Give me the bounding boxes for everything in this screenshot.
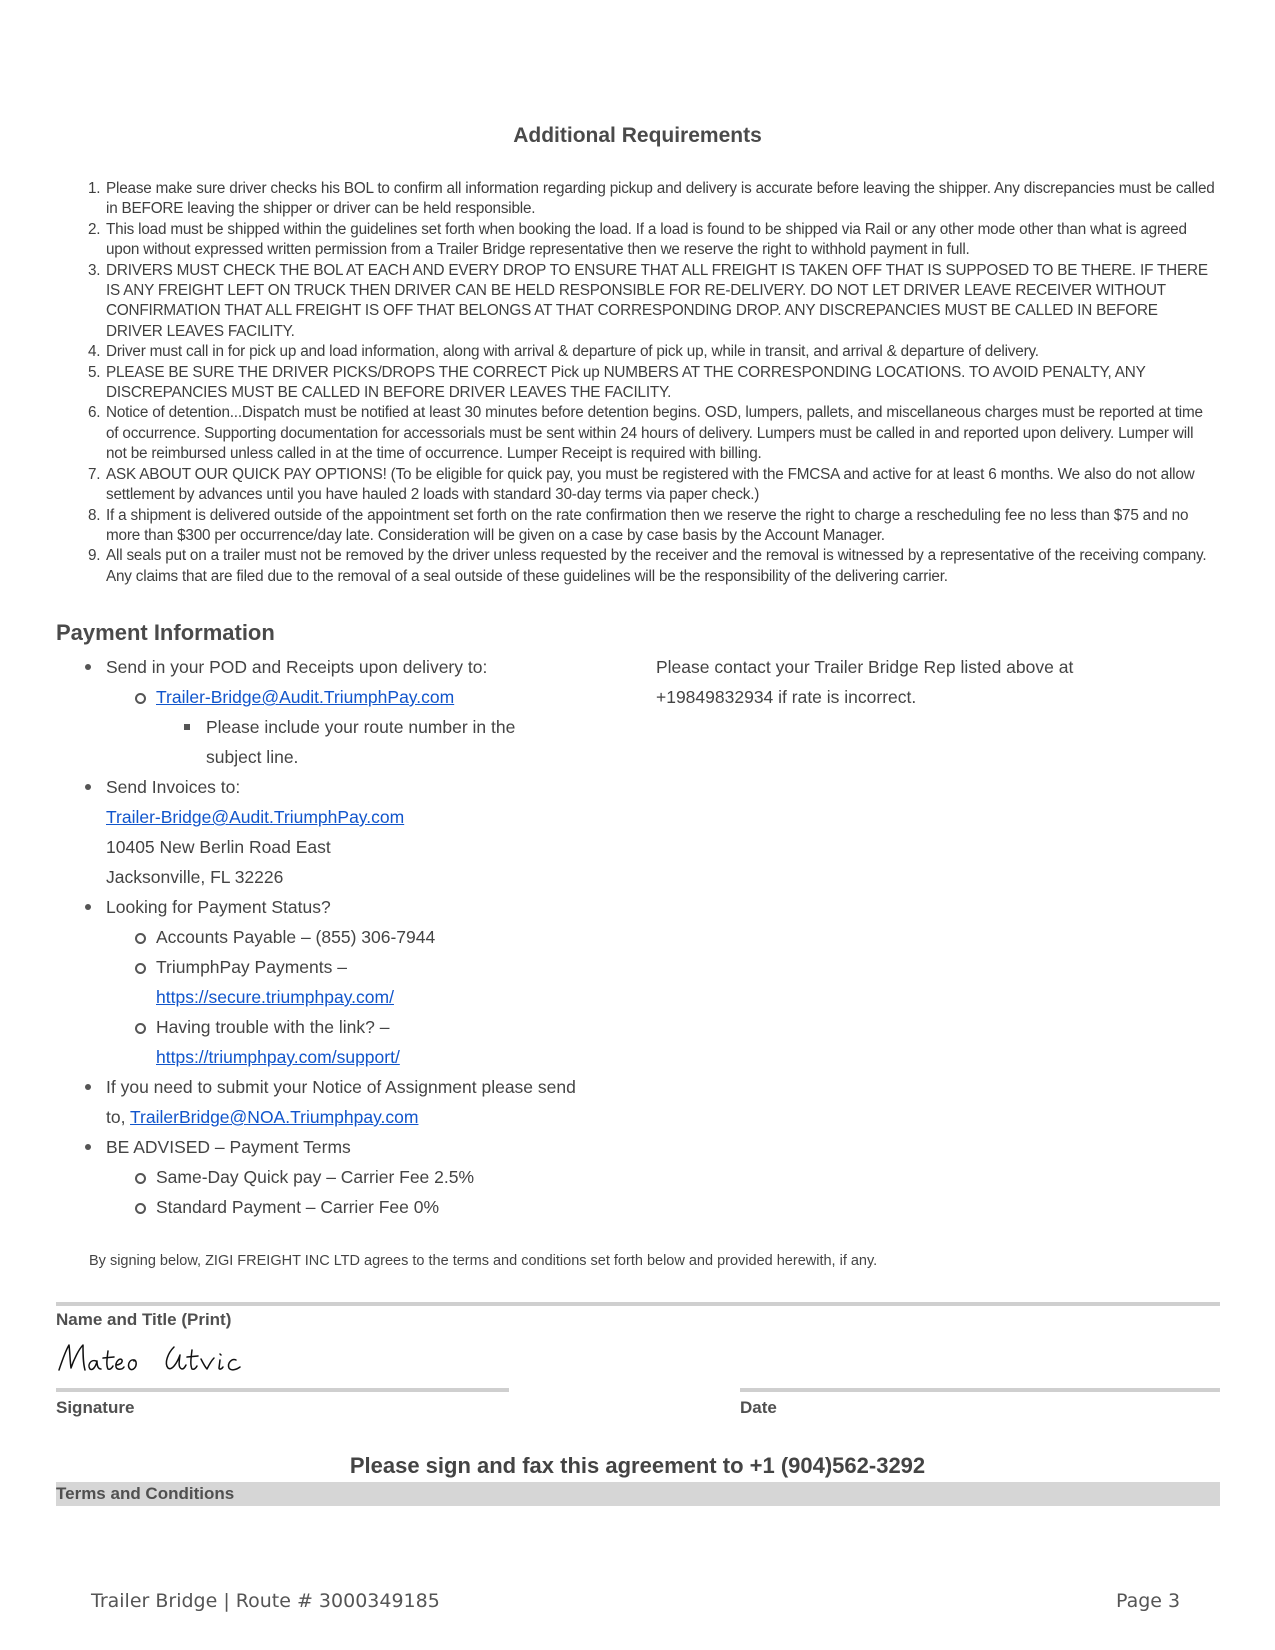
invoices-item (56, 772, 636, 892)
trouble-label: Having trouble with the link? – (156, 1017, 390, 1037)
contact-line-2: +19849832934 if rate is incorrect. (656, 687, 917, 707)
triumphpay-item (56, 952, 636, 1012)
page-title: Additional Requirements (513, 124, 762, 147)
fax-notice: Please sign and fax this agreement to +1 (904)562-3292 (349, 1453, 926, 1478)
requirement-item: 4. Driver must call in for pick up and load information, along with arrival & departure of pick up, while in transit, and arrival & departure of delivery. (88, 343, 1039, 361)
payment-status-item: Looking for Payment Status? (56, 892, 636, 922)
support-link[interactable]: https://triumphpay.com/support/ (156, 1047, 400, 1067)
noa-item (56, 1072, 636, 1132)
agreement-statement: By signing below, ZIGI FREIGHT INC LTD agrees to the terms and conditions set forth below and provided herewith, if any. (89, 1253, 878, 1269)
trouble-item (56, 1012, 636, 1072)
payment-heading: Payment Information (56, 620, 275, 645)
accounts-payable-item: Accounts Payable – (855) 306-7944 (56, 922, 636, 952)
signature-image (56, 1341, 256, 1380)
invoices-email-link[interactable]: Trailer-Bridge@Audit.TriumphPay.com (106, 807, 405, 827)
term-standard: Standard Payment – Carrier Fee 0% (56, 1192, 636, 1222)
term-quickpay: Same-Day Quick pay – Carrier Fee 2.5% (56, 1162, 636, 1192)
noa-label: If you need to submit your Notice of Assignment please send (106, 1077, 576, 1097)
triumphpay-link[interactable]: https://secure.triumphpay.com/ (156, 987, 394, 1007)
date-rule (740, 1388, 1220, 1392)
name-title-label: Name and Title (Print) (56, 1310, 232, 1329)
footer-page-number: Page 3 (1116, 1590, 1181, 1612)
pod-email-item (56, 682, 636, 712)
address-line-1: 10405 New Berlin Road East (106, 837, 331, 857)
noa-prefix: to, (106, 1107, 126, 1127)
rate-contact-note (656, 652, 1216, 712)
requirement-item: 9. All seals put on a trailer must not be removed by the driver unless requested by the receiver and the removal is witnessed by a representative of the receiving company. Any claims that are filed due to the removal of a seal outside of these guidelines will be the responsibility of the delivering carrier. (88, 547, 1207, 585)
requirement-item: 6. Notice of detention...Dispatch must be notified at least 30 minutes before detention begins. OSD, lumpers, pallets, and miscellaneous charges must be reported at time of occurrence. Supporting documentation for accessorials must be sent within 24 hours of delivery. Lumpers must be called in and reported upon delivery. Lumper will not be reimbursed unless called in at the time of occurrence. Lumper Receipt is required with billing. (88, 404, 1203, 463)
requirement-item: 2. This load must be shipped within the guidelines set forth when booking the load. If a load is found to be shipped via Rail or any other mode other than what is agreed upon without expressed written permission from a Trailer Bridge representative then we reserve the right to withhold payment in full. (88, 220, 1187, 259)
pod-email-link[interactable]: Trailer-Bridge@Audit.TriumphPay.com (156, 687, 455, 707)
payment-instructions (56, 652, 636, 1222)
triumphpay-label: TriumphPay Payments – (156, 957, 347, 977)
terms-header (56, 1482, 1220, 1506)
invoices-label: Send Invoices to: (106, 777, 241, 797)
requirement-item: 7. ASK ABOUT OUR QUICK PAY OPTIONS! (To be eligible for quick pay, you must be registered with the FMCSA and active for at least 6 months. We also do not allow settlement by advances until you have hauled 2 loads with standard 30-day terms via paper check.) (88, 465, 1195, 504)
name-title-rule (56, 1302, 1220, 1306)
pod-note-item: Please include your route number in the subject line. (56, 712, 536, 772)
requirements-list (88, 179, 1216, 587)
contact-line-1: Please contact your Trailer Bridge Rep listed above at (656, 657, 1074, 677)
footer-route: Trailer Bridge | Route # 3000349185 (91, 1590, 440, 1612)
pod-item: Send in your POD and Receipts upon delivery to: (56, 652, 636, 682)
terms-label: Terms and Conditions (56, 1484, 235, 1503)
noa-email-link[interactable]: TrailerBridge@NOA.Triumphpay.com (130, 1107, 419, 1127)
requirement-item: 1. Please make sure driver checks his BOL to confirm all information regarding pickup and delivery is accurate before leaving the shipper. Any discrepancies must be called in BEFORE leaving the shipper or driver can be held responsible. (88, 180, 1215, 218)
requirement-item: 3. DRIVERS MUST CHECK THE BOL AT EACH AND EVERY DROP TO ENSURE THAT ALL FREIGHT IS TAKEN OFF THAT IS SUPPOSED TO BE THERE. IF THERE IS ANY FREIGHT LEFT ON TRUCK THEN DRIVER CAN BE HELD RESPONSIBLE FOR RE-DELIVERY. DO NOT LET DRIVER LEAVE RECEIVER WITHOUT CONFIRMATION THAT ALL FREIGHT IS OFF THAT BELONGS AT THAT CORRESPONDING DROP. ANY DISCREPANCIES MUST BE CALLED IN BEFORE DRIVER LEAVES FACILITY. (88, 261, 1208, 340)
address-line-2: Jacksonville, FL 32226 (106, 867, 284, 887)
date-label: Date (740, 1398, 777, 1417)
requirement-item: 5. PLEASE BE SURE THE DRIVER PICKS/DROPS THE CORRECT Pick up NUMBERS AT THE CORRESPONDING LOCATIONS. TO AVOID PENALTY, ANY DISCREPANCIES MUST BE CALLED IN BEFORE DRIVER LEAVES THE FACILITY. (88, 363, 1146, 402)
signature-rule (56, 1388, 509, 1392)
signature-label: Signature (56, 1398, 135, 1417)
requirement-item: 8. If a shipment is delivered outside of the appointment set forth on the rate confirmation then we reserve the right to charge a rescheduling fee no less than $75 and no more than $300 per occurrence/day late. Consideration will be given on a case by case basis by the Account Manager. (88, 506, 1189, 544)
handwritten-signature (56, 1341, 256, 1375)
payment-terms-item: BE ADVISED – Payment Terms (56, 1132, 636, 1162)
